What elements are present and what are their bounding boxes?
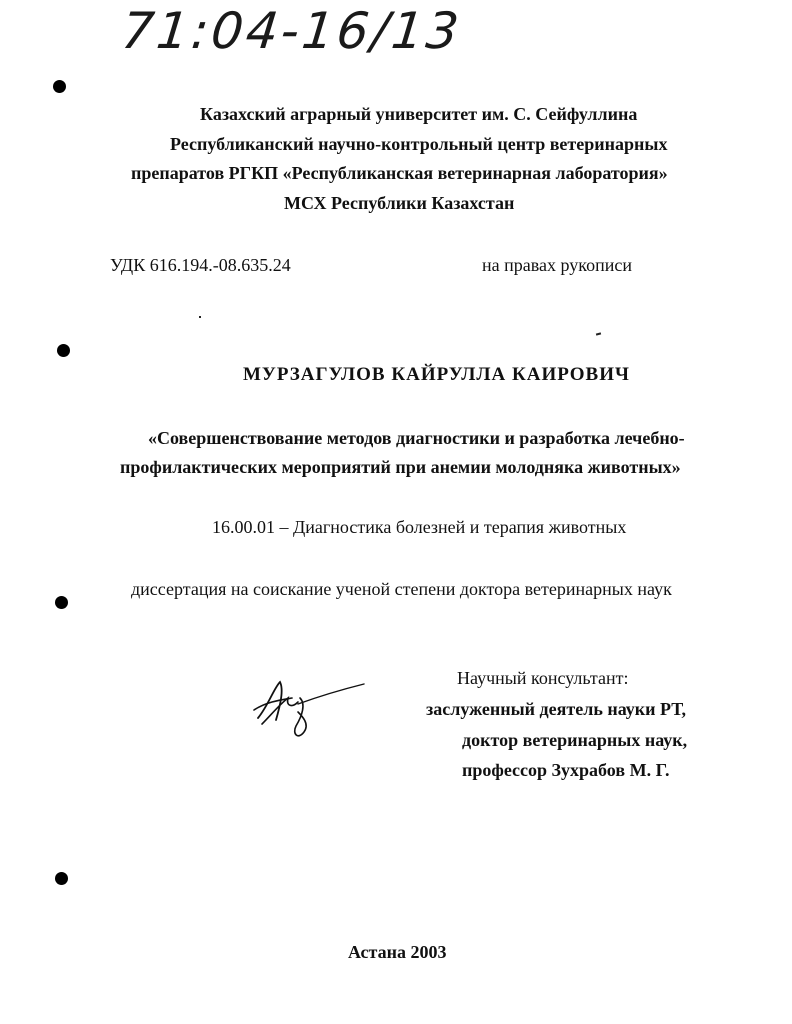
rights-note: на правах рукописи [482,255,632,275]
institution-line-1: Казахский аграрный университет им. С. Сейфуллина [200,104,638,124]
city-year: Астана 2003 [348,942,447,962]
institution-line-2: Республиканский научно-контрольный центр ветеринарных [170,134,668,154]
binder-hole-1 [53,80,66,93]
institution-line-3: препаратов РГКП «Республиканская ветеринарная лаборатория» [131,163,668,183]
author-name: МУРЗАГУЛОВ КАЙРУЛЛА КАИРОВИЧ [243,364,630,385]
archive-number: 71:04-16/13 [118,2,465,60]
degree-statement: диссертация на соискание ученой степени доктора ветеринарных наук [131,579,672,599]
institution-line-4: МСХ Республики Казахстан [284,193,515,213]
specialty: 16.00.01 – Диагностика болезней и терапия животных [212,517,627,537]
consultant-label: Научный консультант: [457,668,629,688]
scan-speck [199,316,201,318]
signature [240,676,370,746]
udc-code: УДК 616.194.-08.635.24 [110,255,291,275]
thesis-title-line-1: «Совершенствование методов диагностики и разработка лечебно- [148,428,685,448]
binder-hole-2 [57,344,70,357]
scan-speck [596,332,601,335]
binder-hole-4 [55,872,68,885]
consultant-line-1: заслуженный деятель науки РТ, [426,699,686,719]
binder-hole-3 [55,596,68,609]
consultant-line-2: доктор ветеринарных наук, [462,730,688,750]
thesis-title-line-2: профилактических мероприятий при анемии молодняка животных» [120,457,681,477]
consultant-line-3: профессор Зухрабов М. Г. [462,760,670,780]
